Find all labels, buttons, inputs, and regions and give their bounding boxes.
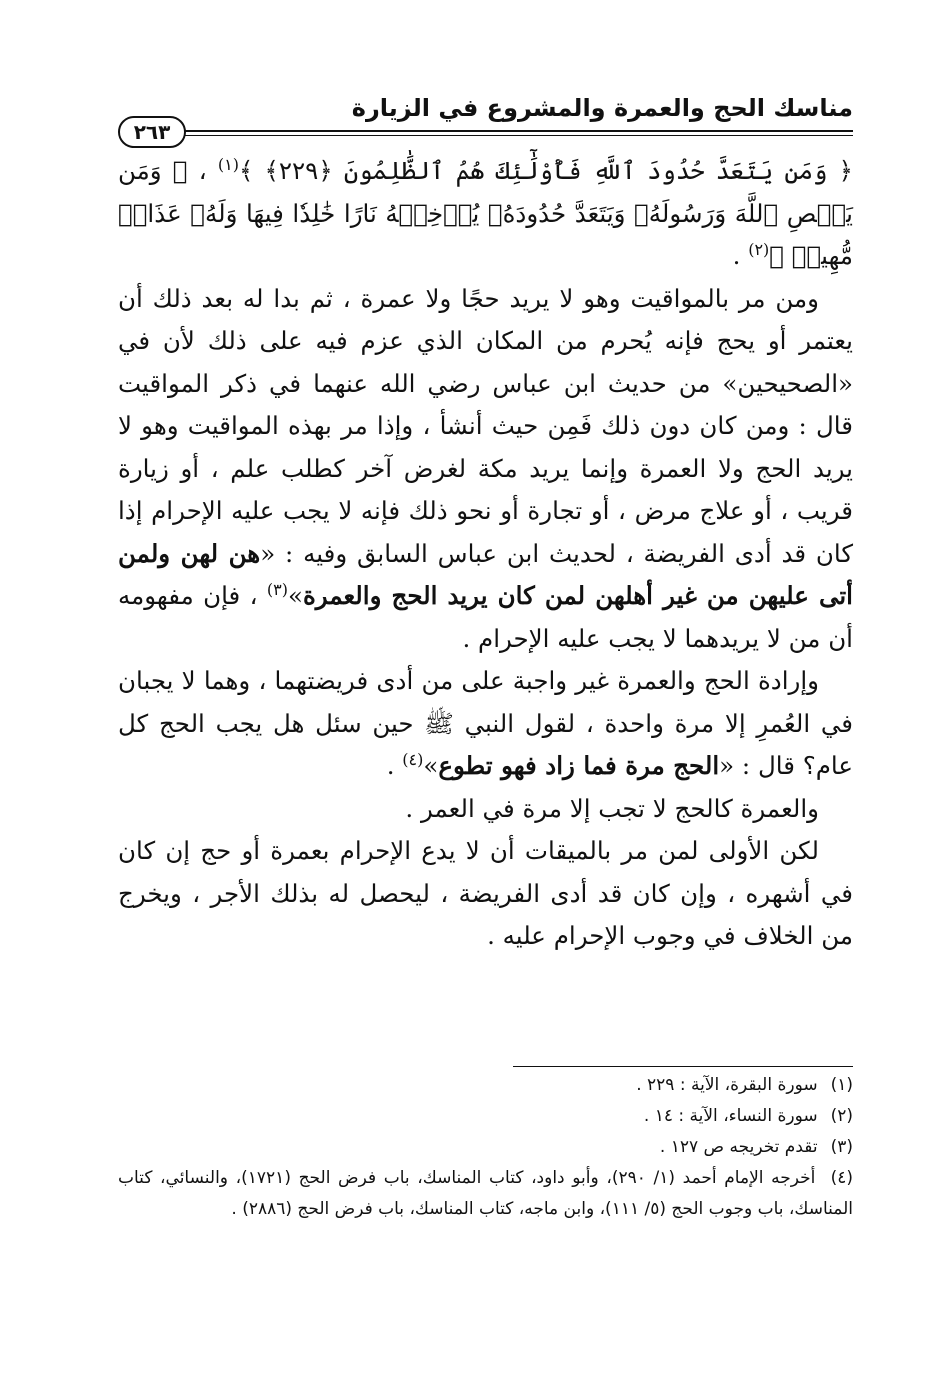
- footnote-item: [118, 1101, 853, 1132]
- footnote-item: [118, 1132, 853, 1163]
- footnote-text: أخرجه الإمام أحمد (١/ ٢٩٠)، وأبو داود، كتاب المناسك، باب فرض الحج (١٧٢١)، والنسائي، كتاب المناسك، باب وجوب الحج (٥/ ١١١)، وابن ماجه، كتاب المناسك، باب فرض الحج (٢٨٨٦) .: [118, 1168, 853, 1219]
- footnote-ref-1: (١): [217, 154, 239, 174]
- main-text: [118, 150, 853, 958]
- running-title: مناسك الحج والعمرة والمشروع في الزيارة: [351, 94, 853, 122]
- quote-close: »: [287, 581, 303, 610]
- footnote-number: (١): [830, 1075, 853, 1095]
- paragraph-text: ومن مر بالمواقيت وهو لا يريد حجًا ولا عمرة ، ثم بدا له بعد ذلك أن يعتمر أو يحج فإنه يُحرم من المكان الذي عزم فيه على ذلك لأن في «الصحيحين» من حديث ابن عباس رضي الله عنهما في ذكر المواقيت قال : ومن كان دون ذلك فَمِن حيث أنشأ ، وإذا مر بهذه المواقيت وهو لا يريد الحج ولا العمرة وإنما يريد مكة لغرض آخر كطلب علم ، أو زيارة قريب ، أو علاج مرض ، أو تجارة أو نحو ذلك فإنه لا يجب عليه الإحرام إذا كان قد أدى الفريضة ، لحديث ابن عباس السابق وفيه : «: [118, 283, 853, 568]
- footnote-ref-4: (٤): [402, 749, 424, 769]
- page-number: ٢٦٣: [133, 120, 171, 144]
- page-header: [118, 88, 853, 144]
- paragraph-tail: ، فإن مفهومه أن من لا يريدهما لا يجب عليه الإحرام .: [118, 581, 853, 653]
- paragraph-miqat: [118, 278, 853, 661]
- footnote-ref-3: (٣): [266, 579, 288, 599]
- footnote-separator: [513, 1066, 853, 1067]
- paragraph-tail: .: [386, 751, 403, 780]
- paragraph-umrah: والعمرة كالحج لا تجب إلا مرة في العمر .: [405, 793, 819, 823]
- hadith-quote: الحج مرة فما زاد فهو تطوع: [438, 751, 720, 780]
- quran-verse-1: ﴿ وَمَن يَتَعَدَّ حُدُودَ ٱللَّهِ فَأُوْلَٰٓئِكَ هُمُ ٱلظَّٰلِمُونَ ﴿٢٢٩﴾ ﴾: [238, 156, 853, 185]
- footnote-ref-2: (٢): [748, 239, 770, 259]
- footnote-number: (٤): [830, 1168, 854, 1188]
- footnote-number: (٣): [830, 1137, 853, 1157]
- paragraph-recommendation: لكن الأولى لمن مر بالميقات أن لا يدع الإحرام بعمرة أو حج إن كان في أشهره ، وإن كان قد أدى الفريضة ، ليحصل له بذلك الأجر ، ويخرج من الخلاف في وجوب الإحرام عليه .: [118, 836, 853, 950]
- footnote-text: سورة النساء، الآية : ١٤ .: [643, 1106, 818, 1126]
- footnote-text: سورة البقرة، الآية : ٢٢٩ .: [636, 1075, 818, 1095]
- quote-close: »: [423, 751, 439, 780]
- quran-verse-2: ﴿ وَمَن يَعۡصِ ٱللَّهَ وَرَسُولَهُۥ وَيَتَعَدَّ حُدُودَهُۥ يُدۡخِلۡهُ نَارًا خَٰلِدٗا فِيهَا وَلَهُۥ عَذَابٞ مُّهِينٞ ﴾: [118, 156, 853, 270]
- header-rule: [158, 130, 853, 136]
- verses-paragraph: [118, 150, 853, 278]
- footnote-item: [118, 1070, 853, 1101]
- page-number-badge: [118, 116, 186, 148]
- footnote-item: [118, 1163, 853, 1225]
- separator: ،: [187, 156, 218, 185]
- hadith-quote: هن لهن ولمن أتى عليهن من غير أهلهن لمن كان يريد الحج والعمرة: [118, 538, 853, 610]
- footnotes: [118, 1070, 853, 1225]
- footnote-number: (٢): [830, 1106, 853, 1126]
- verse-end: .: [732, 241, 749, 270]
- footnote-text: تقدم تخريجه ص ١٢٧ .: [659, 1137, 818, 1157]
- paragraph-intention: [118, 660, 853, 788]
- paragraph-text: وإرادة الحج والعمرة غير واجبة على من أدى فريضتهما ، وهما لا يجبان في العُمرِ إلا مرة واحدة ، لقول النبي ﷺ حين سئل هل يجب الحج كل عام؟ قال : «: [118, 666, 853, 780]
